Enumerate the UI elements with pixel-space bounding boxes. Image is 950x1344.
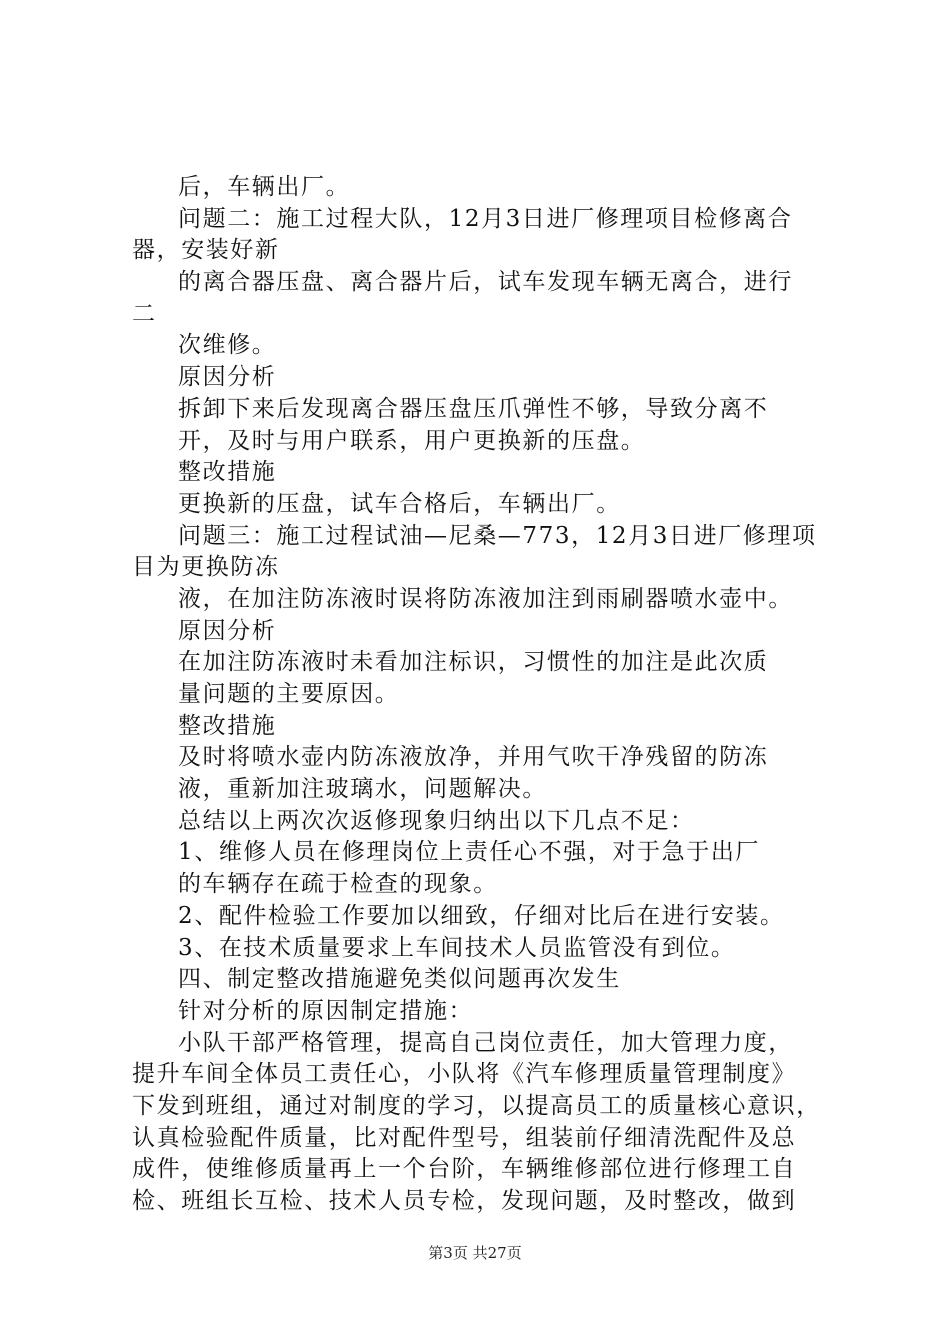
- text-line: 液，在加注防冻液时误将防冻液加注到雨刷器喷水壶中。: [178, 585, 793, 612]
- text-line: 拆卸下来后发现离合器压盘压爪弹性不够，导致分离不: [178, 395, 769, 422]
- text-line: 的离合器压盘、离合器片后，试车发现车辆无离合，进行: [178, 269, 793, 296]
- text-line: 开，及时与用户联系，用户更换新的压盘。: [178, 427, 646, 454]
- document-body: [132, 172, 832, 1218]
- page-footer: 第3页 共27页: [428, 1244, 522, 1262]
- text-line: 液，重新加注玻璃水，问题解决。: [178, 776, 547, 803]
- text-line: 问题三：施工过程试油—尼桑—773，12月3日进厂修理项: [178, 522, 817, 549]
- text-line: 及时将喷水壶内防冻液放净，并用气吹干净残留的防冻: [178, 744, 769, 771]
- text-line: 后，车辆出厂。: [178, 174, 351, 200]
- text-line: 在加注防冻液时未看加注标识，习惯性的加注是此次质: [178, 649, 769, 676]
- text-line: 小队干部严格管理，提高自己岗位责任，加大管理力度，: [178, 1029, 793, 1056]
- text-line: 下发到班组，通过对制度的学习，以提高员工的质量核心意识，: [132, 1092, 821, 1119]
- text-line: 更换新的压盘，试车合格后，车辆出厂。: [178, 490, 621, 517]
- text-line: 认真检验配件质量，比对配件型号，组装前仔细清洗配件及总: [132, 1124, 797, 1151]
- text-line: 原因分析: [178, 617, 277, 644]
- text-line: 整改措施: [178, 459, 277, 486]
- text-line: 检、班组长互检、技术人员专检，发现问题，及时整改，做到: [132, 1188, 797, 1214]
- text-line: 2、配件检验工作要加以细致，仔细对比后在进行安装。: [178, 902, 785, 929]
- text-line: 目为更换防冻: [132, 554, 280, 581]
- text-line: 次维修。: [178, 332, 277, 359]
- text-line: 器，安装好新: [132, 237, 280, 264]
- text-line: 针对分析的原因制定措施：: [178, 997, 474, 1024]
- text-line: 问题二：施工过程大队，12月3日进厂修理项目检修离合: [178, 205, 793, 232]
- text-line: 量问题的主要原因。: [178, 681, 400, 707]
- text-line: 3、在技术质量要求上车间技术人员监管没有到位。: [178, 934, 736, 961]
- text-line: 成件，使维修质量再上一个台阶，车辆维修部位进行修理工自: [132, 1156, 797, 1183]
- text-line: 的车辆存在疏于检查的现象。: [178, 871, 498, 898]
- text-line: 原因分析: [178, 364, 277, 391]
- text-line: 四、制定整改措施避免类似问题再次发生: [178, 966, 621, 993]
- text-line: 总结以上两次次返修现象归纳出以下几点不足：: [178, 807, 695, 834]
- text-line: 整改措施: [178, 712, 277, 739]
- text-line: 提升车间全体员工责任心，小队将《汽车修理质量管理制度》: [132, 1061, 797, 1088]
- text-line: 二: [132, 300, 157, 327]
- text-line: 1、维修人员在修理岗位上责任心不强，对于急于出厂: [178, 839, 761, 866]
